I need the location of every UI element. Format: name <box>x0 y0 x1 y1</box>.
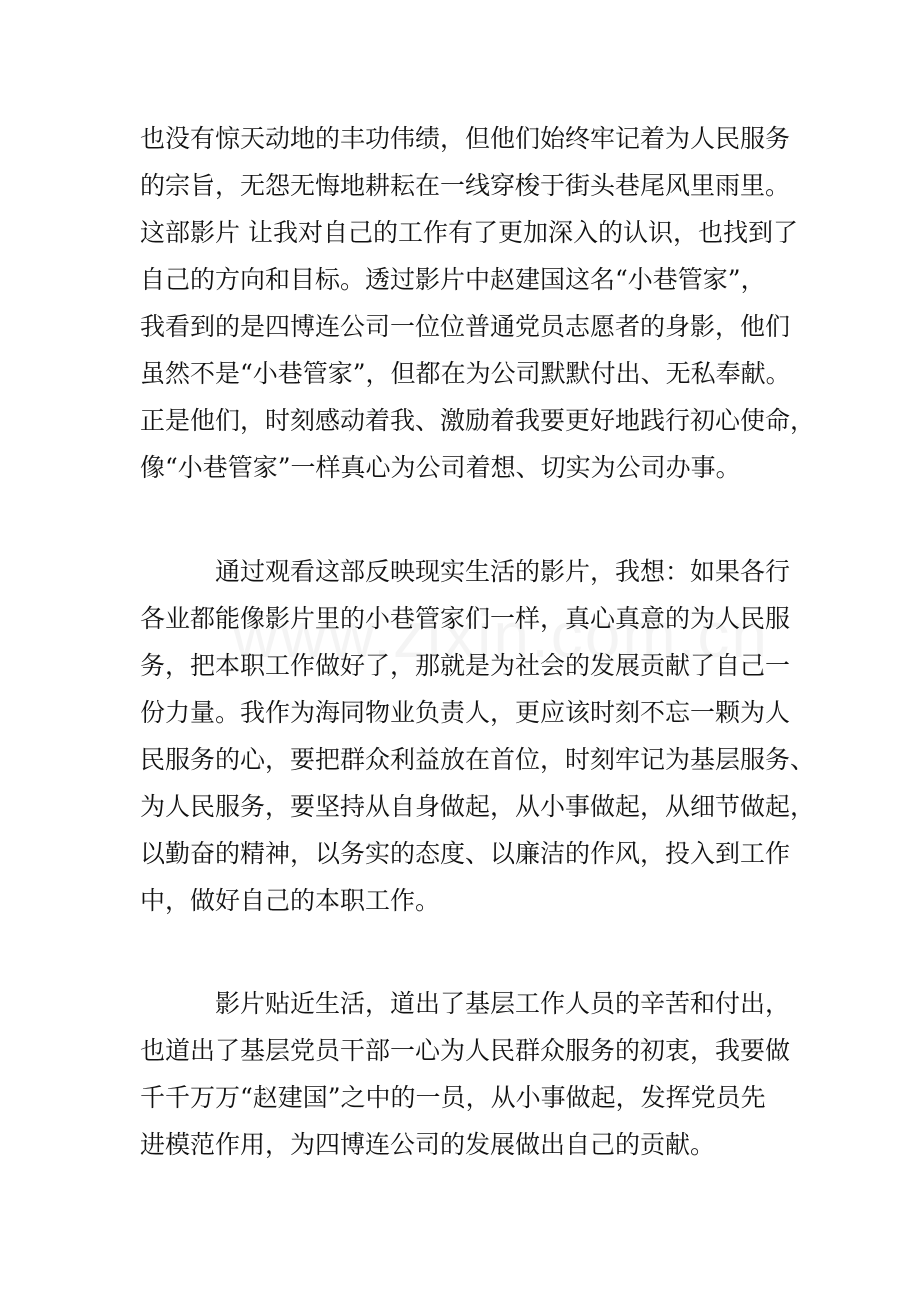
text-line: 进模范作用，为四博连公司的发展做出自己的贡献。 <box>140 1130 716 1159</box>
text-line: 中，做好自己的本职工作。 <box>140 886 441 915</box>
text-line: 千千万万“赵建国”之中的一员，从小事做起，发挥党员先 <box>140 1083 766 1112</box>
text-line: 的宗旨，无怨无悔地耕耘在一线穿梭于街头巷尾风里雨里。 <box>140 171 791 200</box>
text-line: 务，把本职工作做好了，那就是为社会的发展贡献了自己一 <box>140 651 791 680</box>
text-line: 也道出了基层党员干部一心为人民群众服务的初衷，我要做 <box>140 1036 791 1065</box>
text-line: 份力量。我作为海同物业负责人，更应该时刻不忘一颗为人 <box>140 698 791 727</box>
text-line: 为人民服务，要坚持从自身做起，从小事做起，从细节做起， <box>140 792 816 821</box>
text-line: 各业都能像影片里的小巷管家们一样，真心真意的为人民服 <box>140 604 791 633</box>
text-line: 也没有惊天动地的丰功伟绩，但他们始终牢记着为人民服务 <box>140 124 791 153</box>
text-line: 民服务的心，要把群众利益放在首位，时刻牢记为基层服务、 <box>140 745 816 774</box>
paragraph-1 <box>140 115 816 491</box>
text-line: 我看到的是四博连公司一位位普通党员志愿者的身影，他们 <box>140 312 791 341</box>
text-line: 虽然不是“小巷管家”，但都在为公司默默付出、无私奉献。 <box>140 359 791 388</box>
text-line: 正是他们，时刻感动着我、激励着我要更好地践行初心使命， <box>140 406 816 435</box>
text-line: 这部影片 让我对自己的工作有了更加深入的认识，也找到了 <box>140 218 798 247</box>
text-line: 通过观看这部反映现实生活的影片，我想：如果各行 <box>140 557 791 586</box>
text-line: 以勤奋的精神，以务实的态度、以廉洁的作风，投入到工作 <box>140 839 791 868</box>
text-line: 自己的方向和目标。透过影片中赵建国这名“小巷管家”， <box>140 265 766 294</box>
paragraph-2 <box>140 548 816 924</box>
paragraph-3 <box>140 980 790 1168</box>
text-line: 影片贴近生活，道出了基层工作人员的辛苦和付出， <box>140 989 791 1018</box>
text-line: 像“小巷管家”一样真心为公司着想、切实为公司办事。 <box>140 453 741 482</box>
